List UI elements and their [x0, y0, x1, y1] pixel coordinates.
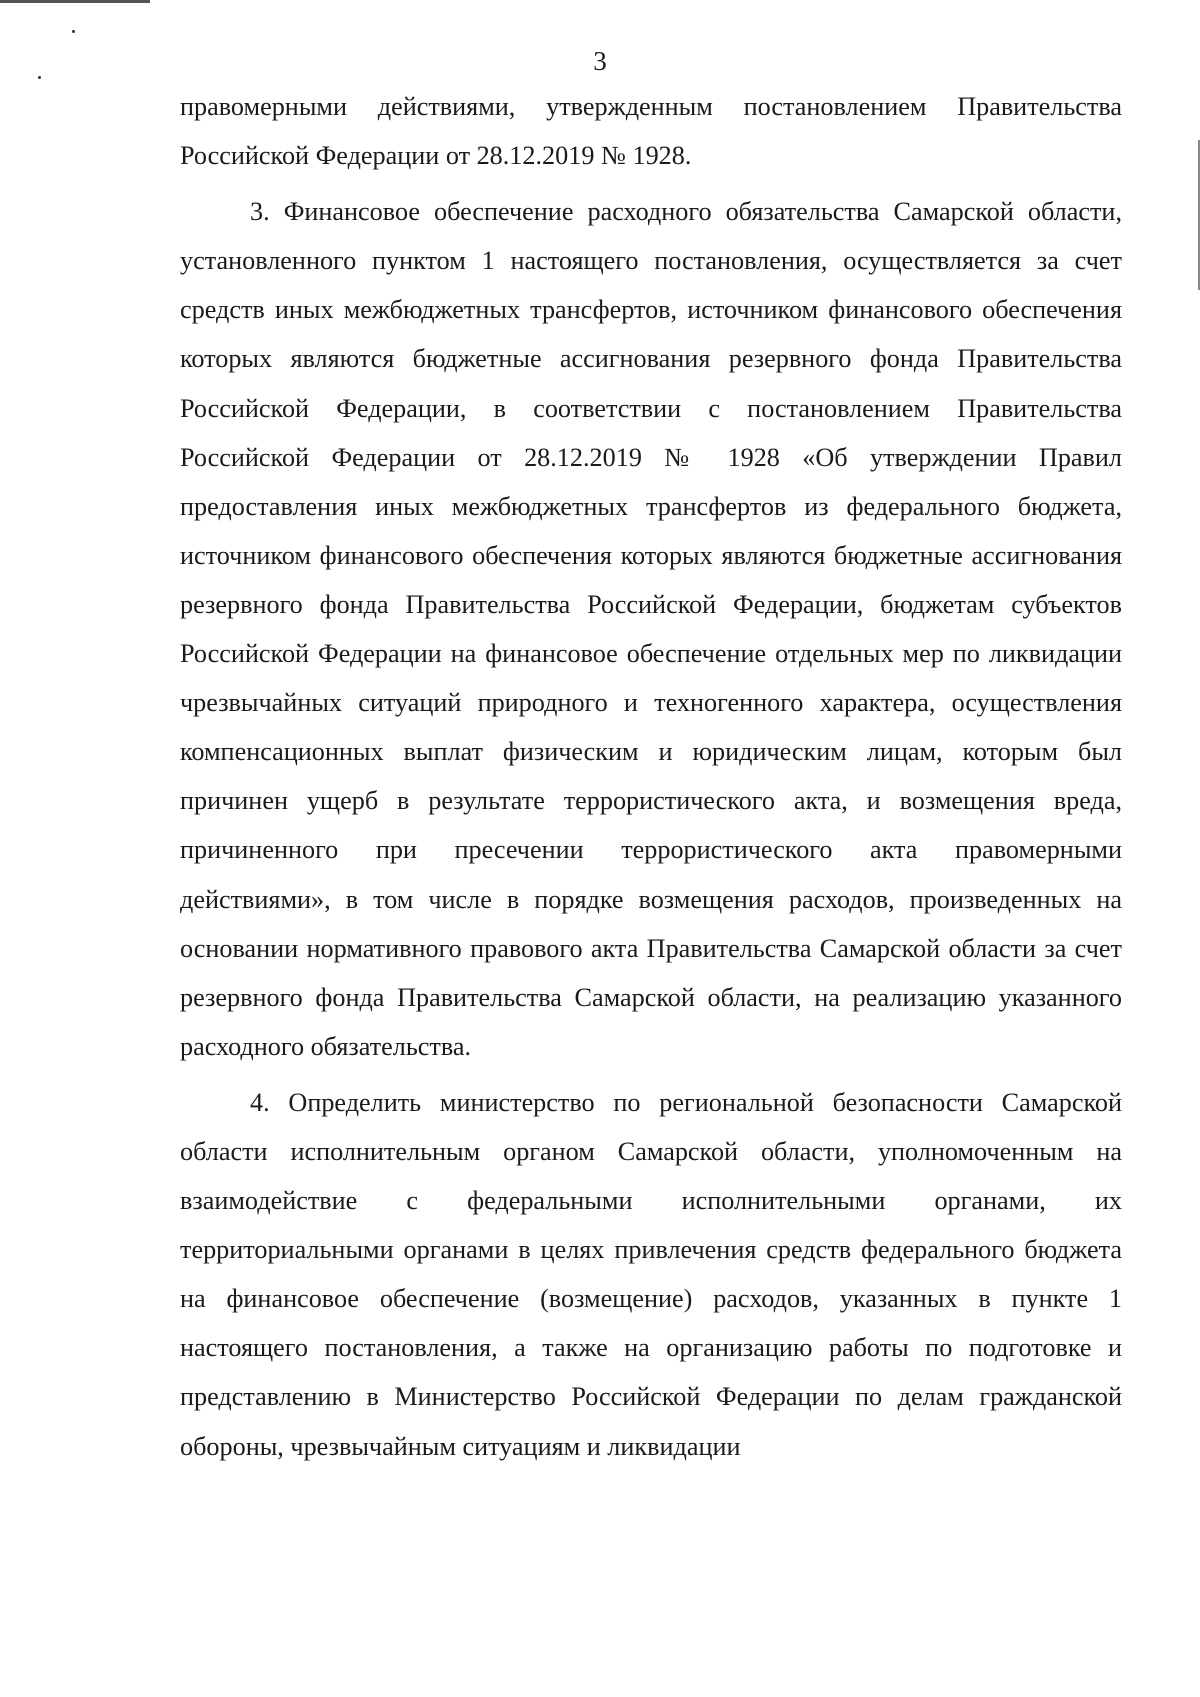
document-body	[180, 82, 1122, 1471]
paragraph-item-3: 3. Финансовое обеспечение расходного обязательства Самарской области, установленного пунктом 1 настоящего постановления, осуществляется за счет средств иных межбюджетных трансфертов, источником финансового обеспечения которых являются бюджетные ассигнования резервного фонда Правительства Российской Федерации, в соответствии с постановлением Правительства Российской Федерации от 28.12.2019 № 1928 «Об утверждении Правил предоставления иных межбюджетных трансфертов из федерального бюджета, источником финансового обеспечения которых являются бюджетные ассигнования резервного фонда Правительства Российской Федерации, бюджетам субъектов Российской Федерации на финансовое обеспечение отдельных мер по ликвидации чрезвычайных ситуаций природного и техногенного характера, осуществления компенсационных выплат физическим и юридическим лицам, которым был причинен ущерб в результате террористического акта, и возмещения вреда, причиненного при пресечении террористического акта правомерными действиями», в том числе в порядке возмещения расходов, произведенных на основании нормативного правового акта Правительства Самарской области за счет резервного фонда Правительства Самарской области, на реализацию указанного расходного обязательства.	[180, 197, 1122, 1061]
scan-artifact-top-edge	[0, 0, 150, 3]
paragraph-item-4: 4. Определить министерство по региональной безопасности Самарской области исполнительным органом Самарской области, уполномоченным на взаимодействие с федеральными исполнительными органами, их территориальными органами в целях привлечения средств федерального бюджета на финансовое обеспечение (возмещение) расходов, указанных в пункте 1 настоящего постановления, а также на организацию работы по подготовке и представлению в Министерство Российской Федерации по делам гражданской обороны, чрезвычайным ситуациям и ликвидации	[180, 1087, 1122, 1461]
scan-artifact-speck	[72, 30, 75, 33]
page-number: 3	[593, 46, 607, 76]
paragraph-continuation: правомерными действиями, утвержденным постановлением Правительства Российской Федерации от 28.12.2019 № 1928.	[180, 92, 1122, 171]
